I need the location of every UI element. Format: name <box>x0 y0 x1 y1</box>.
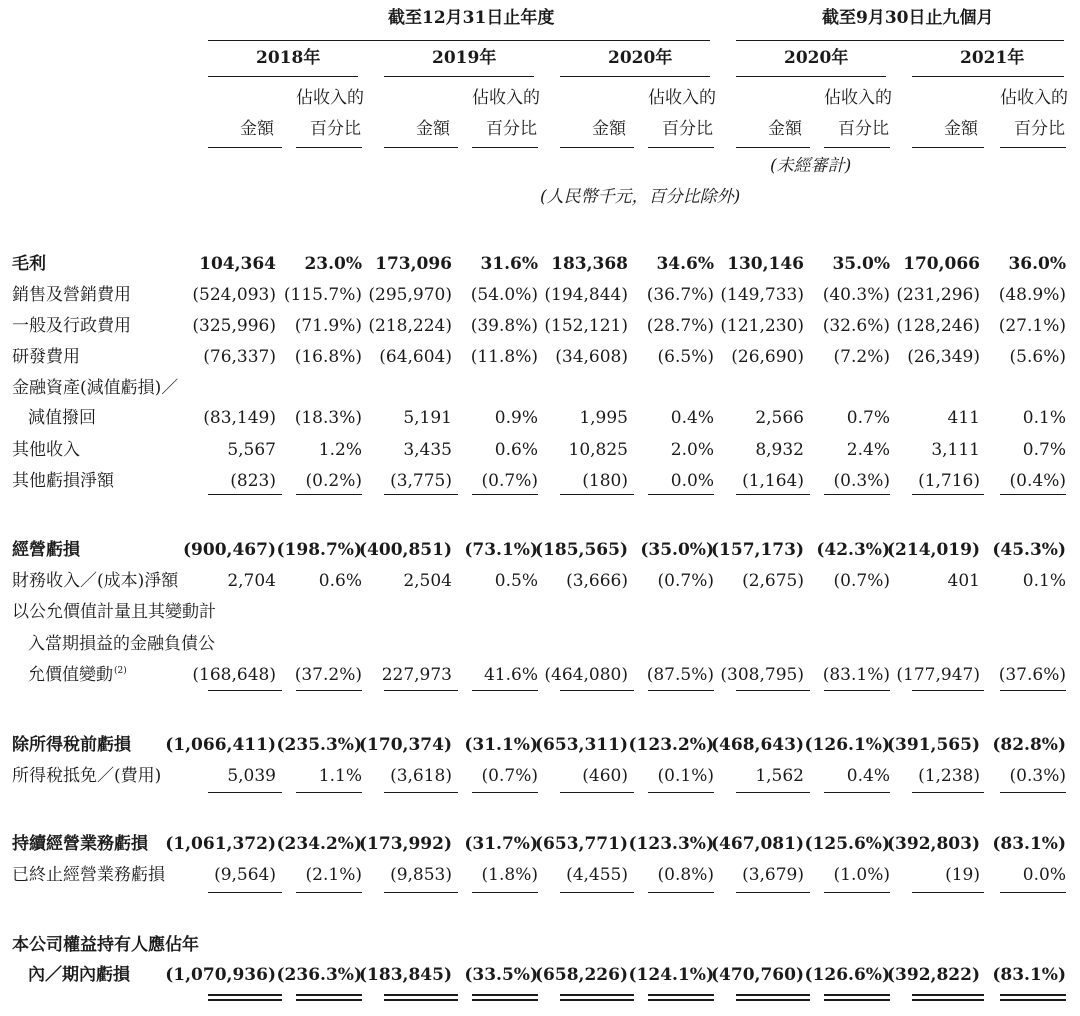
cell-percentage: 0.6% <box>318 571 362 591</box>
cell-amount: 5,039 <box>227 766 276 786</box>
cell-percentage: (0.3%) <box>833 471 890 491</box>
cell-amount: (152,121) <box>544 316 628 336</box>
row-label: 已終止經營業務虧損 <box>12 865 165 885</box>
cell-percentage: 0.4% <box>846 766 890 786</box>
row-label: 所得稅抵免／(費用) <box>12 766 162 786</box>
subtotal-rule <box>824 792 890 793</box>
cell-amount: (19) <box>945 865 980 885</box>
col-header-pct-line1: 佔收入的 <box>824 88 892 108</box>
subtotal-rule <box>560 892 634 893</box>
cell-percentage: (0.1%) <box>657 766 714 786</box>
col-header-rule <box>912 147 984 148</box>
cell-amount: (460) <box>582 766 628 786</box>
total-double-rule <box>912 994 984 1001</box>
cell-amount: 5,191 <box>403 408 452 428</box>
cell-amount: (168,648) <box>192 665 276 685</box>
row-label: 其他虧損淨額 <box>12 471 114 491</box>
cell-amount: (1,066,411) <box>165 735 276 755</box>
cell-amount: 173,096 <box>375 254 452 274</box>
col-header-rule <box>1000 147 1066 148</box>
cell-amount: (185,565) <box>535 540 628 560</box>
year-rule-2021-interim <box>912 76 1064 77</box>
row-label: 除所得稅前虧損 <box>12 735 131 755</box>
cell-amount: (658,226) <box>535 965 628 985</box>
row-label-line: 以公允價值計量且其變動計 <box>12 602 216 622</box>
cell-percentage: 0.5% <box>494 571 538 591</box>
cell-amount: (170,374) <box>359 735 452 755</box>
cell-percentage: 2.0% <box>670 440 714 460</box>
subtotal-rule <box>560 690 634 691</box>
cell-percentage: 0.0% <box>670 471 714 491</box>
year-rule-2020-interim <box>736 76 886 77</box>
cell-amount: 104,364 <box>199 254 276 274</box>
subtotal-rule <box>1000 792 1066 793</box>
cell-amount: (149,733) <box>720 285 804 305</box>
cell-percentage: (6.5%) <box>657 347 714 367</box>
cell-percentage: (5.6%) <box>1009 347 1066 367</box>
year-rule-2018 <box>208 76 358 77</box>
subtotal-rule <box>384 494 458 495</box>
year-header-2018: 2018年 <box>256 48 321 68</box>
subtotal-rule <box>296 494 362 495</box>
col-header-rule <box>824 147 890 148</box>
subtotal-rule <box>736 494 810 495</box>
cell-percentage: (39.8%) <box>470 316 538 336</box>
subtotal-rule <box>472 494 538 495</box>
cell-percentage: (33.5%) <box>464 965 538 985</box>
subtotal-rule <box>384 792 458 793</box>
total-double-rule <box>384 994 458 1001</box>
cell-amount: (1,061,372) <box>165 834 276 854</box>
row-label-line: 內／期內虧損 <box>28 965 130 985</box>
cell-amount: (2,675) <box>742 571 804 591</box>
cell-percentage: (0.7%) <box>481 471 538 491</box>
cell-percentage: (236.3%) <box>276 965 362 985</box>
col-header-rule <box>472 147 538 148</box>
cell-amount: (76,337) <box>203 347 276 367</box>
unaudited-note: (未經審計) <box>770 156 852 176</box>
cell-percentage: (36.7%) <box>646 285 714 305</box>
cell-amount: (823) <box>230 471 276 491</box>
cell-amount: 1,562 <box>755 766 804 786</box>
cell-amount: 170,066 <box>903 254 980 274</box>
row-label-line: 入當期損益的金融負債公 <box>28 634 215 654</box>
cell-percentage: (27.1%) <box>998 316 1066 336</box>
cell-percentage: (124.1%) <box>628 965 714 985</box>
cell-amount: 3,111 <box>931 440 980 460</box>
cell-amount: (3,618) <box>390 766 452 786</box>
cell-percentage: (16.8%) <box>294 347 362 367</box>
subtotal-rule <box>1000 690 1066 691</box>
cell-percentage: 0.6% <box>494 440 538 460</box>
cell-percentage: 41.6% <box>483 665 538 685</box>
subtotal-rule <box>824 494 890 495</box>
cell-percentage: (83.1%) <box>822 665 890 685</box>
cell-amount: 227,973 <box>381 665 452 685</box>
cell-percentage: (71.9%) <box>294 316 362 336</box>
cell-amount: (467,081) <box>711 834 804 854</box>
cell-percentage: 36.0% <box>1008 254 1066 274</box>
cell-percentage: (42.3%) <box>816 540 890 560</box>
cell-percentage: (115.7%) <box>283 285 362 305</box>
cell-amount: (177,947) <box>896 665 980 685</box>
cell-percentage: (0.3%) <box>1009 766 1066 786</box>
subtotal-rule <box>824 892 890 893</box>
col-header-amount: 金額 <box>944 119 978 139</box>
subtotal-rule <box>1000 892 1066 893</box>
cell-percentage: 0.4% <box>670 408 714 428</box>
cell-amount: (26,349) <box>907 347 980 367</box>
cell-amount: (464,080) <box>544 665 628 685</box>
cell-amount: (3,679) <box>742 865 804 885</box>
cell-amount: (26,690) <box>731 347 804 367</box>
cell-percentage: (73.1%) <box>464 540 538 560</box>
subtotal-rule <box>648 690 714 691</box>
subtotal-rule <box>560 494 634 495</box>
subtotal-rule <box>648 892 714 893</box>
subtotal-rule <box>912 690 984 691</box>
cell-percentage: (11.8%) <box>470 347 538 367</box>
cell-percentage: 0.9% <box>494 408 538 428</box>
group-header-interim: 截至9月30日止九個月 <box>822 8 994 28</box>
cell-percentage: 0.0% <box>1022 865 1066 885</box>
cell-amount: (194,844) <box>544 285 628 305</box>
cell-percentage: (37.6%) <box>998 665 1066 685</box>
cell-amount: (1,716) <box>918 471 980 491</box>
cell-amount: (157,173) <box>711 540 804 560</box>
subtotal-rule <box>472 892 538 893</box>
col-header-rule <box>384 147 458 148</box>
cell-percentage: (123.2%) <box>628 735 714 755</box>
cell-amount: (9,564) <box>214 865 276 885</box>
cell-percentage: 31.6% <box>480 254 538 274</box>
col-header-rule <box>208 147 282 148</box>
total-double-rule <box>648 994 714 1001</box>
cell-amount: 130,146 <box>727 254 804 274</box>
row-label: 銷售及營銷費用 <box>12 285 131 305</box>
cell-amount: 8,932 <box>755 440 804 460</box>
cell-percentage: (48.9%) <box>998 285 1066 305</box>
year-header-2019: 2019年 <box>432 48 497 68</box>
row-label: 財務收入／(成本)淨額 <box>12 571 179 591</box>
cell-percentage: (82.8%) <box>992 735 1066 755</box>
cell-amount: 1,995 <box>579 408 628 428</box>
cell-percentage: (31.7%) <box>464 834 538 854</box>
cell-percentage: (35.0%) <box>640 540 714 560</box>
subtotal-rule <box>472 792 538 793</box>
cell-amount: (218,224) <box>368 316 452 336</box>
cell-percentage: (0.2%) <box>305 471 362 491</box>
cell-percentage: (45.3%) <box>992 540 1066 560</box>
cell-percentage: (83.1%) <box>992 834 1066 854</box>
group-rule-annual <box>208 40 710 41</box>
subtotal-rule <box>208 690 282 691</box>
group-header-annual: 截至12月31日止年度 <box>388 8 555 28</box>
cell-percentage: (87.5%) <box>646 665 714 685</box>
cell-percentage: (126.6%) <box>804 965 890 985</box>
cell-percentage: (83.1%) <box>992 965 1066 985</box>
cell-percentage: (7.2%) <box>833 347 890 367</box>
cell-percentage: (0.8%) <box>657 865 714 885</box>
subtotal-rule <box>296 792 362 793</box>
cell-amount: 2,566 <box>755 408 804 428</box>
year-header-2020: 2020年 <box>608 48 673 68</box>
subtotal-rule <box>296 892 362 893</box>
subtotal-rule <box>1000 494 1066 495</box>
cell-percentage: 0.7% <box>1022 440 1066 460</box>
subtotal-rule <box>208 892 282 893</box>
row-label: 經營虧損 <box>12 540 80 560</box>
col-header-amount: 金額 <box>240 119 274 139</box>
cell-percentage: (37.2%) <box>294 665 362 685</box>
cell-amount: (231,296) <box>896 285 980 305</box>
cell-amount: (325,996) <box>192 316 276 336</box>
cell-amount: (468,643) <box>711 735 804 755</box>
subtotal-rule <box>824 690 890 691</box>
row-label: 研發費用 <box>12 347 80 367</box>
cell-amount: (34,608) <box>555 347 628 367</box>
subtotal-rule <box>736 792 810 793</box>
cell-amount: (128,246) <box>896 316 980 336</box>
cell-amount: (470,760) <box>711 965 804 985</box>
cell-amount: (173,992) <box>359 834 452 854</box>
year-header-2021-interim: 2021年 <box>960 48 1025 68</box>
cell-amount: (1,070,936) <box>165 965 276 985</box>
subtotal-rule <box>648 494 714 495</box>
cell-amount: 3,435 <box>403 440 452 460</box>
subtotal-rule <box>384 690 458 691</box>
total-double-rule <box>472 994 538 1001</box>
cell-amount: 183,368 <box>551 254 628 274</box>
cell-amount: (9,853) <box>390 865 452 885</box>
col-header-rule <box>736 147 810 148</box>
cell-percentage: 35.0% <box>832 254 890 274</box>
cell-amount: (900,467) <box>183 540 276 560</box>
cell-percentage: (234.2%) <box>276 834 362 854</box>
cell-percentage: 0.1% <box>1022 408 1066 428</box>
cell-percentage: (235.3%) <box>276 735 362 755</box>
cell-amount: (391,565) <box>887 735 980 755</box>
cell-amount: (295,970) <box>368 285 452 305</box>
col-header-pct-line2: 百分比 <box>1014 119 1065 139</box>
cell-percentage: (28.7%) <box>646 316 714 336</box>
cell-amount: (3,775) <box>390 471 452 491</box>
subtotal-rule <box>296 690 362 691</box>
cell-amount: 10,825 <box>568 440 628 460</box>
col-header-pct-line2: 百分比 <box>310 119 361 139</box>
cell-percentage: 34.6% <box>656 254 714 274</box>
cell-amount: 5,567 <box>227 440 276 460</box>
cell-percentage: (31.1%) <box>464 735 538 755</box>
col-header-pct-line1: 佔收入的 <box>648 88 716 108</box>
cell-percentage: 1.1% <box>318 766 362 786</box>
cell-amount: (183,845) <box>359 965 452 985</box>
cell-amount: (3,666) <box>566 571 628 591</box>
cell-amount: (64,604) <box>379 347 452 367</box>
subtotal-rule <box>208 792 282 793</box>
cell-percentage: (0.7%) <box>833 571 890 591</box>
cell-percentage: (54.0%) <box>470 285 538 305</box>
cell-percentage: (1.8%) <box>481 865 538 885</box>
cell-percentage: (123.3%) <box>628 834 714 854</box>
subtotal-rule <box>560 792 634 793</box>
col-header-rule <box>560 147 634 148</box>
cell-amount: (1,238) <box>918 766 980 786</box>
cell-amount: (214,019) <box>887 540 980 560</box>
cell-amount: (400,851) <box>359 540 452 560</box>
year-header-2020-interim: 2020年 <box>784 48 849 68</box>
col-header-pct-line1: 佔收入的 <box>472 88 540 108</box>
cell-percentage: (32.6%) <box>822 316 890 336</box>
cell-amount: 2,504 <box>403 571 452 591</box>
total-double-rule <box>824 994 890 1001</box>
cell-amount: 2,704 <box>227 571 276 591</box>
cell-amount: (524,093) <box>192 285 276 305</box>
cell-percentage: 0.7% <box>846 408 890 428</box>
cell-amount: (308,795) <box>720 665 804 685</box>
cell-amount: (83,149) <box>203 408 276 428</box>
col-header-pct-line2: 百分比 <box>838 119 889 139</box>
cell-percentage: 2.4% <box>846 440 890 460</box>
cell-amount: (653,311) <box>535 735 628 755</box>
total-double-rule <box>1000 994 1066 1001</box>
cell-percentage: (18.3%) <box>294 408 362 428</box>
col-header-amount: 金額 <box>592 119 626 139</box>
cell-amount: (653,771) <box>535 834 628 854</box>
col-header-rule <box>296 147 362 148</box>
cell-percentage: 0.1% <box>1022 571 1066 591</box>
footnote-marker: (2) <box>114 666 127 677</box>
year-rule-2020 <box>560 76 710 77</box>
cell-percentage: (0.4%) <box>1009 471 1066 491</box>
unit-note: (人民幣千元，百分比除外) <box>540 187 741 207</box>
row-label: 毛利 <box>12 254 46 274</box>
subtotal-rule <box>208 494 282 495</box>
row-label: 持續經營業務虧損 <box>12 834 148 854</box>
subtotal-rule <box>384 892 458 893</box>
cell-amount: (392,803) <box>887 834 980 854</box>
cell-percentage: (0.7%) <box>481 766 538 786</box>
cell-percentage: (1.0%) <box>833 865 890 885</box>
row-label: 其他收入 <box>12 440 80 460</box>
cell-amount: 401 <box>947 571 980 591</box>
cell-percentage: 1.2% <box>318 440 362 460</box>
col-header-pct-line2: 百分比 <box>486 119 537 139</box>
row-label-line: 減值撥回 <box>28 408 96 428</box>
total-double-rule <box>208 994 282 1001</box>
row-label-line: 允價值變動$^{(2)}$ <box>28 665 127 685</box>
col-header-pct-line2: 百分比 <box>662 119 713 139</box>
cell-percentage: 23.0% <box>304 254 362 274</box>
cell-amount: (392,822) <box>887 965 980 985</box>
subtotal-rule <box>736 892 810 893</box>
row-label: 一般及行政費用 <box>12 316 131 336</box>
cell-amount: (1,164) <box>742 471 804 491</box>
subtotal-rule <box>648 792 714 793</box>
year-rule-2019 <box>384 76 534 77</box>
row-label-line: 本公司權益持有人應佔年 <box>12 935 199 955</box>
subtotal-rule <box>912 892 984 893</box>
col-header-amount: 金額 <box>768 119 802 139</box>
col-header-amount: 金額 <box>416 119 450 139</box>
cell-percentage: (40.3%) <box>822 285 890 305</box>
cell-amount: (180) <box>582 471 628 491</box>
cell-percentage: (126.1%) <box>804 735 890 755</box>
subtotal-rule <box>912 792 984 793</box>
group-rule-interim <box>736 40 1064 41</box>
cell-percentage: (2.1%) <box>305 865 362 885</box>
cell-amount: 411 <box>947 408 980 428</box>
cell-percentage: (0.7%) <box>657 571 714 591</box>
cell-amount: (4,455) <box>566 865 628 885</box>
subtotal-rule <box>472 690 538 691</box>
subtotal-rule <box>736 690 810 691</box>
col-header-pct-line1: 佔收入的 <box>1000 88 1068 108</box>
row-label-line: 金融資產(減值虧損)／ <box>12 378 179 398</box>
cell-percentage: (125.6%) <box>804 834 890 854</box>
col-header-pct-line1: 佔收入的 <box>296 88 364 108</box>
total-double-rule <box>296 994 362 1001</box>
subtotal-rule <box>912 494 984 495</box>
total-double-rule <box>560 994 634 1001</box>
cell-amount: (121,230) <box>720 316 804 336</box>
cell-percentage: (198.7%) <box>276 540 362 560</box>
col-header-rule <box>648 147 714 148</box>
total-double-rule <box>736 994 810 1001</box>
